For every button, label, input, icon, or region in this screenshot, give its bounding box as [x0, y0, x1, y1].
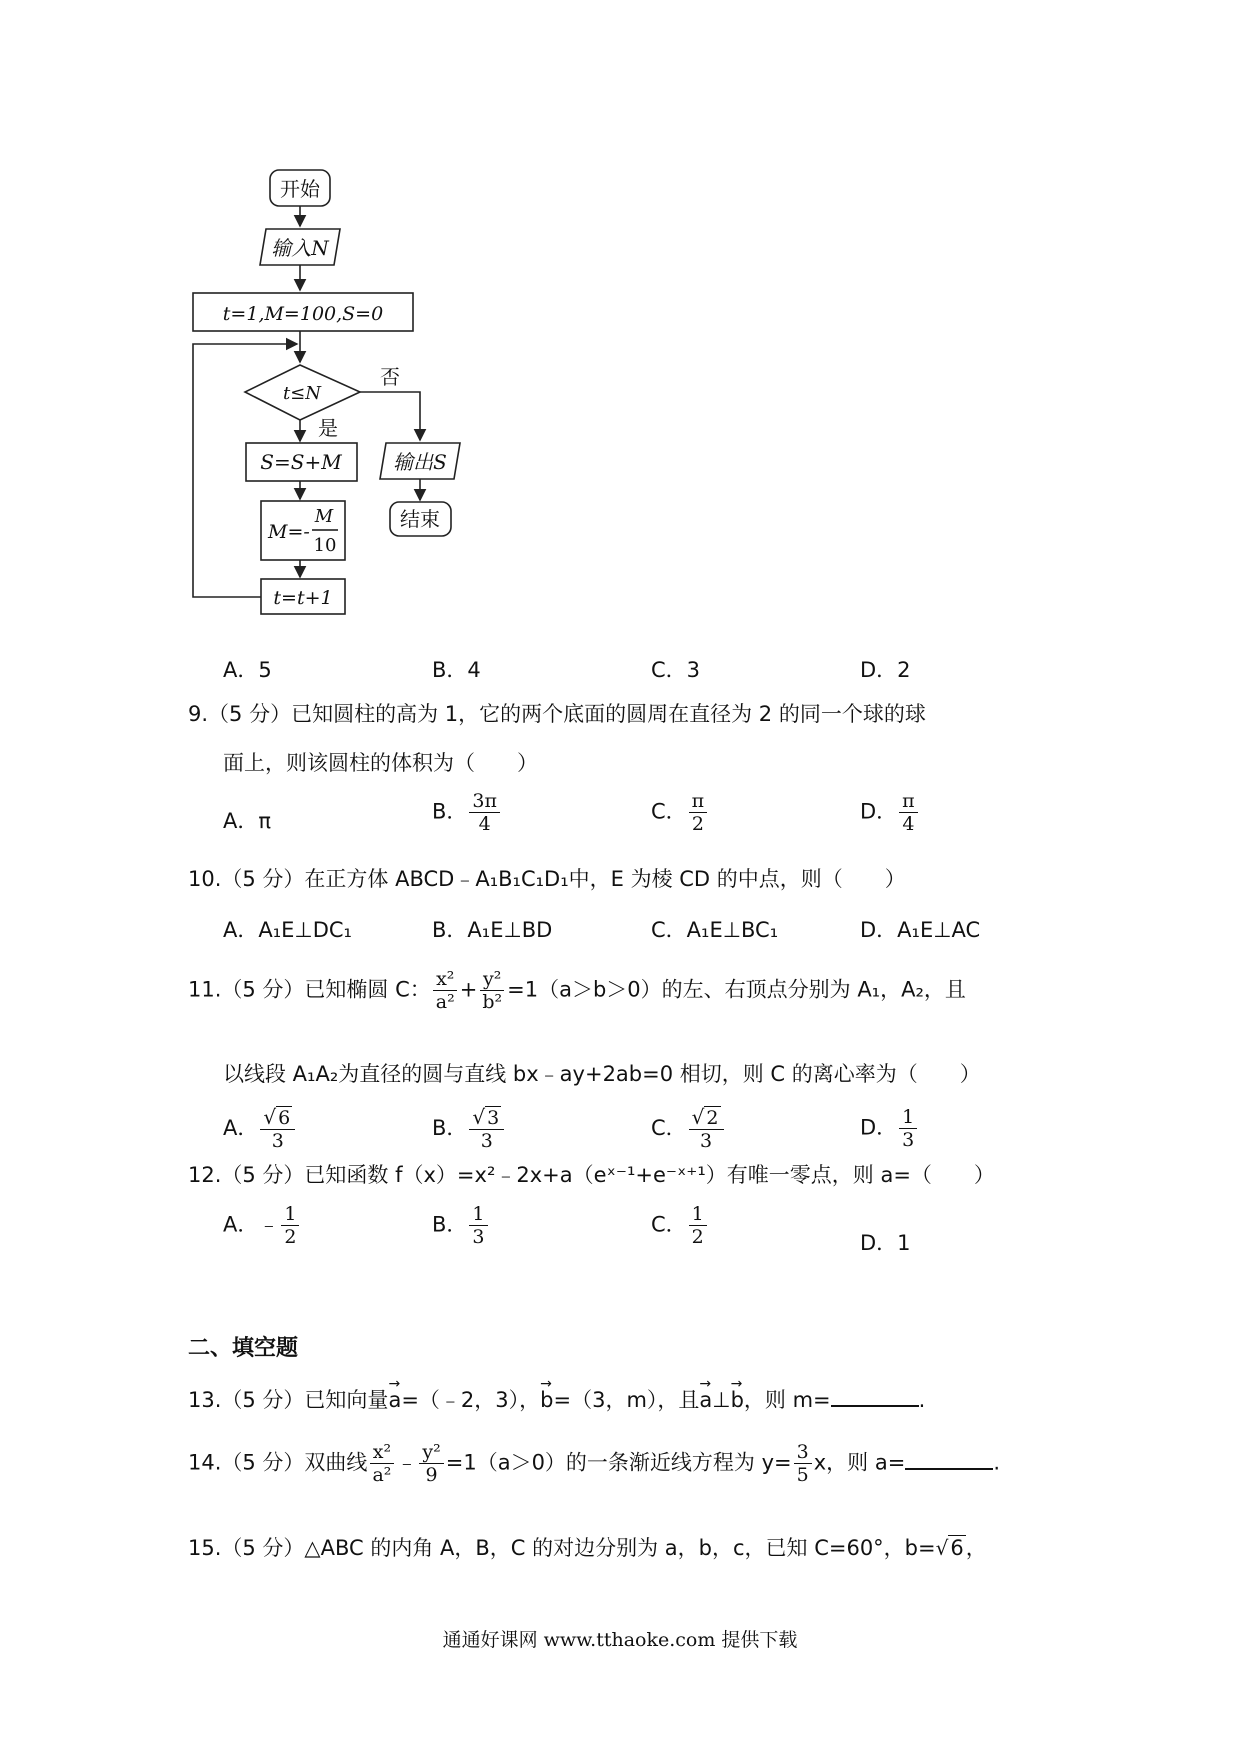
q11-a-den: 3: [271, 1130, 284, 1152]
q10-option-d: D．A₁E⊥AC: [860, 918, 981, 942]
q9-option-d: [860, 790, 920, 835]
q14-suffix: x，则 a=: [813, 1450, 906, 1475]
q11-option-c: C． $\frac{√ 2}{3}$: [651, 1106, 726, 1152]
q13-perp: ⊥: [712, 1388, 731, 1412]
q9-b-num: 3π: [469, 790, 500, 813]
q11-a-rad: 6: [278, 1107, 291, 1129]
q12-a-prefix: A．﹣: [223, 1212, 280, 1237]
q14-mid: =1（a＞0）的一条渐近线方程为 y=: [445, 1450, 792, 1475]
question-13: 13.（5 分）已知向量 → a=（﹣2，3）， → b=（3，m），且 → a⊥ → b，则 m= .: [188, 1376, 926, 1412]
q11-option-d: [860, 1106, 919, 1151]
q10-option-b: B．A₁E⊥BD: [432, 918, 553, 942]
input-label: 输入N: [271, 236, 329, 260]
q11-option-b: B． $\frac{√ 3}{3}$: [432, 1106, 506, 1152]
q8-option-b: B．4: [432, 658, 481, 682]
q13-part4: ，则 m=: [743, 1388, 831, 1412]
q12-option-c: [651, 1203, 709, 1248]
q11-suffix: =1（a＞b＞0）的左、右顶点分别为 A₁，A₂，且: [507, 977, 966, 1002]
q12-option-a: [223, 1203, 301, 1248]
flowchart: [0, 0, 480, 620]
q12-b-num: 1: [469, 1203, 487, 1226]
q11-plus: +: [459, 977, 478, 1002]
q15-end: ，: [965, 1536, 987, 1560]
q11-d-den: 3: [902, 1129, 915, 1151]
q14-end: .: [993, 1450, 1000, 1475]
q14-f3-num: 3: [794, 1441, 812, 1464]
question-14: [188, 1441, 1000, 1486]
q9-c-prefix: C．: [651, 799, 687, 824]
yes-label: 是: [318, 416, 338, 440]
q11-line1: [188, 968, 966, 1013]
q13-part1: 13.（5 分）已知向量: [188, 1388, 389, 1412]
q13-vector-a: a: [388, 1388, 402, 1412]
q13-vector-a2: a: [699, 1388, 713, 1412]
q14-f1-den: a²: [372, 1464, 392, 1486]
q9-c-den: 2: [691, 813, 704, 835]
section-heading-fill-in: 二、填空题: [188, 1335, 299, 1361]
q11-c-den: 3: [700, 1130, 713, 1152]
step1-label: S=S+M: [260, 450, 342, 474]
q9-line1: 9.（5 分）已知圆柱的高为 1，它的两个底面的圆周在直径为 2 的同一个球的球: [188, 702, 926, 726]
q14-minus: ﹣: [396, 1450, 418, 1475]
step2-num-label: M: [314, 506, 334, 527]
q14-f3-den: 5: [796, 1464, 809, 1486]
q10-line1: 10.（5 分）在正方体 ABCD﹣A₁B₁C₁D₁中，E 为棱 CD 的中点，则（ ）: [188, 867, 906, 891]
q14-answer-blank[interactable]: [905, 1448, 993, 1470]
q12-a-num: 1: [281, 1203, 299, 1226]
q9-option-b: [432, 790, 502, 835]
q9-option-a: A．π: [223, 809, 272, 833]
q11-c-prefix: C．: [651, 1116, 687, 1140]
q11-d-num: 1: [899, 1106, 917, 1129]
q9-d-prefix: D．: [860, 799, 898, 824]
q11-a-prefix: A．: [223, 1116, 259, 1140]
q11-line2: 以线段 A₁A₂为直径的圆与直线 bx﹣ay+2ab=0 相切，则 C 的离心率为（ ）: [223, 1062, 981, 1086]
q13-end: .: [918, 1388, 926, 1412]
q8-option-d: D．2: [860, 658, 911, 682]
q12-c-num: 1: [689, 1203, 707, 1226]
q11-c-rad: 2: [706, 1107, 719, 1129]
q9-line2: 面上，则该圆柱的体积为（ ）: [223, 751, 538, 775]
step2-den-label: 10: [313, 535, 337, 556]
q11-prefix: 11.（5 分）已知椭圆 C：: [188, 977, 431, 1002]
page-footer: 通通好课网 www.tthaoke.com 提供下载: [442, 1629, 798, 1651]
q9-d-num: π: [899, 790, 918, 813]
q15-rad: 6: [950, 1536, 964, 1560]
q13-part3: =（3，m），且: [553, 1388, 700, 1412]
q9-d-den: 4: [902, 813, 915, 835]
q14-prefix: 14.（5 分）双曲线: [188, 1450, 368, 1475]
q11-f1-den: a²: [435, 991, 455, 1013]
q14-f1-num: x²: [370, 1441, 394, 1464]
q10-option-c: C．A₁E⊥BC₁: [651, 918, 779, 942]
q12-option-d: D．1: [860, 1231, 911, 1255]
end-label: 结束: [400, 507, 440, 531]
q14-f2-den: 9: [425, 1464, 438, 1486]
q9-b-den: 4: [478, 813, 491, 835]
q11-option-a: A． $\frac{√ 6}{3}$: [223, 1106, 297, 1152]
q11-b-den: 3: [480, 1130, 493, 1152]
q12-c-den: 2: [691, 1226, 704, 1248]
q8-option-a: A．5: [223, 658, 272, 682]
q10-option-a: A．A₁E⊥DC₁: [223, 918, 352, 942]
q11-f2-den: b²: [482, 991, 503, 1013]
q11-f2-num: y²: [480, 968, 504, 991]
start-label: 开始: [280, 177, 320, 201]
q11-f1-num: x²: [433, 968, 457, 991]
output-label: 输出S: [393, 450, 447, 474]
q12-b-den: 3: [472, 1226, 485, 1248]
q11-d-prefix: D．: [860, 1115, 898, 1140]
q9-option-c: [651, 790, 709, 835]
q12-b-prefix: B．: [432, 1212, 468, 1237]
step2-lhs-label: M=-: [268, 521, 310, 543]
q12-c-prefix: C．: [651, 1212, 687, 1237]
q12-a-den: 2: [284, 1226, 297, 1248]
q9-c-num: π: [689, 790, 708, 813]
q15-text: 15.（5 分）△ABC 的内角 A，B，C 的对边分别为 a，b，c，已知 C=60°，b=: [188, 1536, 936, 1560]
step3-label: t=t+1: [273, 587, 333, 609]
q12-option-b: [432, 1203, 490, 1248]
q12-line1: 12.（5 分）已知函数 f（x）=x²﹣2x+a（eˣ⁻¹+e⁻ˣ⁺¹）有唯一零点，则 a=（ ）: [188, 1163, 995, 1187]
condition-label: t≤N: [282, 383, 322, 404]
q11-b-prefix: B．: [432, 1116, 468, 1140]
q13-vector-b: b: [540, 1388, 554, 1412]
q13-part2: =（﹣2，3），: [401, 1388, 541, 1412]
q13-answer-blank[interactable]: [831, 1385, 919, 1407]
q11-b-rad: 3: [487, 1107, 500, 1129]
no-label: 否: [380, 365, 400, 389]
q8-option-c: C．3: [651, 658, 701, 682]
q9-b-prefix: B．: [432, 799, 468, 824]
question-15: 15.（5 分）△ABC 的内角 A，B，C 的对边分别为 a，b，c，已知 C=60°，b=√6，: [188, 1536, 987, 1560]
init-label: t=1,M=100,S=0: [222, 303, 384, 325]
q14-f2-num: y²: [419, 1441, 443, 1464]
q13-vector-b2: b: [730, 1388, 744, 1412]
